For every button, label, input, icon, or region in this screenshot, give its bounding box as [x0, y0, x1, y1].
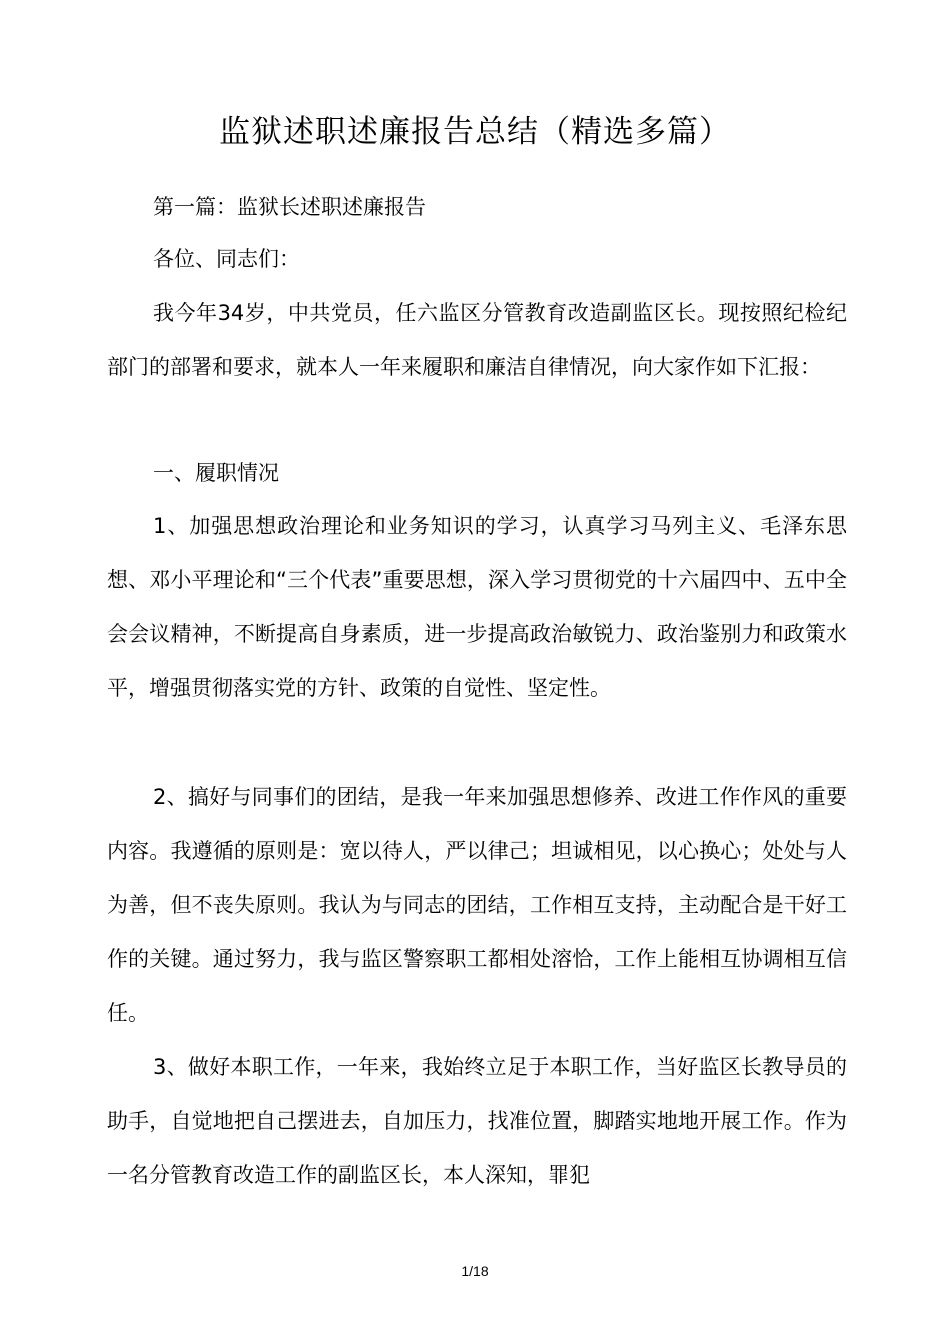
- paragraph-item-3: 3、做好本职工作，一年来，我始终立足于本职工作，当好监区长教导员的助手，自觉地把自己摆进去，自加压力，找准位置，脚踏实地地开展工作。作为一名分管教育改造工作的副监区长，本人深知，罪犯: [107, 1055, 847, 1187]
- section-heading: 第一篇：监狱长述职述廉报告: [153, 195, 426, 219]
- page-number: 1/18: [461, 1263, 489, 1279]
- salutation: 各位、同志们：: [153, 247, 300, 271]
- paragraph-item-2: 2、搞好与同事们的团结，是我一年来加强思想修养、改进工作作风的重要内容。我遵循的原则是：宽以待人，严以律己；坦诚相见，以心换心；处处与人为善，但不丧失原则。我认为与同志的团结，工作相互支持，主动配合是干好工作的关键。通过努力，我与监区警察职工都相处溶恰，工作上能相互协调相互信任。: [107, 785, 847, 1025]
- paragraph-item-1: 1、加强思想政治理论和业务知识的学习，认真学习马列主义、毛泽东思想、邓小平理论和“三个代表”重要思想，深入学习贯彻党的十六届四中、五中全会会议精神，不断提高自身素质，进一步提高政治敏锐力、政治鉴别力和政策水平，增强贯彻落实党的方针、政策的自觉性、坚定性。: [107, 514, 847, 700]
- document-title: 监狱述职述廉报告总结（精选多篇）: [219, 114, 731, 150]
- subsection-heading: 一、履职情况: [153, 461, 279, 485]
- paragraph-intro: 我今年34岁，中共党员，任六监区分管教育改造副监区长。现按照纪检纪部门的部署和要求，就本人一年来履职和廉洁自律情况，向大家作如下汇报：: [107, 301, 847, 379]
